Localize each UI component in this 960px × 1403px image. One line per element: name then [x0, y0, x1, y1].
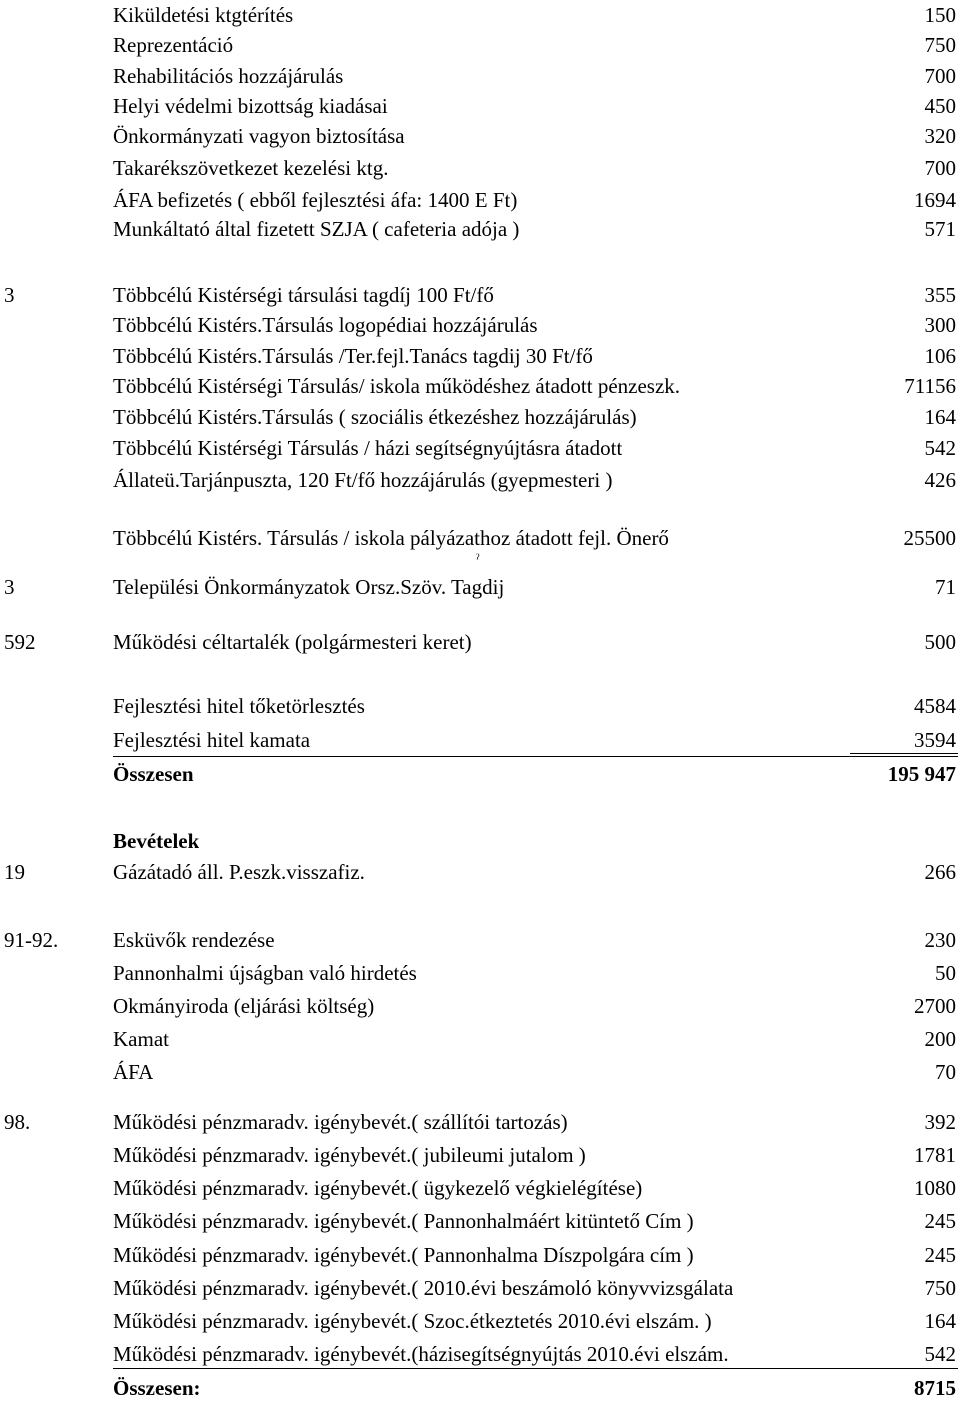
budget-row — [0, 371, 960, 401]
row-amount: 150 — [924, 3, 956, 27]
row-label: ÁFA befizetés ( ebből fejlesztési áfa: 1400 E Ft) — [113, 188, 518, 212]
row-label: Kiküldetési ktgtérítés — [113, 3, 294, 27]
subtotal-underline — [113, 756, 958, 757]
row-label: Fejlesztési hitel kamata — [113, 728, 311, 752]
budget-row — [0, 1107, 960, 1137]
budget-row — [0, 280, 960, 310]
budget-row — [0, 91, 960, 121]
row-label: Kamat — [113, 1027, 169, 1051]
budget-row — [0, 1206, 960, 1236]
row-label: Esküvők rendezése — [113, 928, 275, 952]
row-code: 3 — [4, 283, 15, 307]
row-label: Működési pénzmaradv. igénybevét.( Szoc.étkeztetés 2010.évi elszám. ) — [113, 1309, 712, 1333]
row-amount: 266 — [924, 860, 956, 884]
row-amount: 542 — [924, 1342, 956, 1366]
row-label: Fejlesztési hitel tőketörlesztés — [113, 694, 365, 718]
row-amount: 542 — [924, 436, 956, 460]
row-label: Működési pénzmaradv. igénybevét.(házisegítségnyújtás 2010.évi elszám. — [113, 1342, 729, 1366]
row-label: Többcélú Kistérségi Társulás / házi segítségnyújtásra átadott — [113, 436, 623, 460]
row-code: 19 — [4, 860, 25, 884]
row-amount: 50 — [935, 961, 956, 985]
row-amount: 355 — [924, 283, 956, 307]
budget-row — [0, 725, 960, 755]
row-code: 592 — [4, 630, 36, 654]
budget-row — [0, 1024, 960, 1054]
row-amount: 300 — [924, 313, 956, 337]
row-amount: 230 — [924, 928, 956, 952]
row-amount: 70 — [935, 1060, 956, 1084]
row-label: Gázátadó áll. P.eszk.visszafiz. — [113, 860, 365, 884]
row-amount: 426 — [924, 468, 956, 492]
row-label: Önkormányzati vagyon biztosítása — [113, 124, 405, 148]
row-amount: 750 — [924, 33, 956, 57]
row-label: Takarékszövetkezet kezelési ktg. — [113, 156, 389, 180]
row-label: Többcélú Kistérs.Társulás logopédiai hozzájárulás — [113, 313, 538, 337]
row-label: Okmányiroda (eljárási költség) — [113, 994, 375, 1018]
row-label: Működési pénzmaradv. igénybevét.( szállítói tartozás) — [113, 1110, 568, 1134]
row-amount: 245 — [924, 1243, 956, 1267]
row-label: Összesen: — [113, 1376, 201, 1400]
budget-row — [0, 402, 960, 432]
row-label: Működési céltartalék (polgármesteri keret) — [113, 630, 472, 654]
row-label: Összesen — [113, 762, 194, 786]
row-amount: 392 — [924, 1110, 956, 1134]
row-label: Állateü.Tarjánpuszta, 120 Ft/fő hozzájárulás (gyepmesteri ) — [113, 468, 613, 492]
row-amount: 4584 — [914, 694, 956, 718]
row-label: Helyi védelmi bizottság kiadásai — [113, 94, 388, 118]
budget-row — [0, 691, 960, 721]
budget-row — [0, 958, 960, 988]
budget-row — [0, 465, 960, 495]
budget-row — [0, 121, 960, 151]
row-amount: 450 — [924, 94, 956, 118]
row-amount: 164 — [924, 405, 956, 429]
budget-row — [0, 759, 960, 789]
budget-row — [0, 925, 960, 955]
row-amount: 700 — [924, 64, 956, 88]
budget-row — [0, 857, 960, 887]
budget-row — [0, 991, 960, 1021]
budget-row — [0, 1140, 960, 1170]
row-label: Működési pénzmaradv. igénybevét.( ügykezelő végkielégítése) — [113, 1176, 643, 1200]
row-amount: 1694 — [914, 188, 956, 212]
budget-row — [0, 523, 960, 553]
row-amount: 25500 — [903, 526, 956, 550]
row-amount: 71 — [935, 575, 956, 599]
row-amount: 320 — [924, 124, 956, 148]
row-code: 3 — [4, 575, 15, 599]
row-amount: 200 — [924, 1027, 956, 1051]
budget-row — [0, 310, 960, 340]
row-label: Bevételek — [113, 829, 200, 853]
row-label: Többcélú Kistérs.Társulás ( szociális étkezéshez hozzájárulás) — [113, 405, 637, 429]
row-label: Többcélú Kistérs. Társulás / iskola pályázathoz átadott fejl. Önerő — [113, 526, 669, 550]
row-amount: 164 — [924, 1309, 956, 1333]
row-label: Működési pénzmaradv. igénybevét.( Pannonhalmáért kitüntető Cím ) — [113, 1209, 694, 1233]
row-amount: 2700 — [914, 994, 956, 1018]
row-amount: 195 947 — [887, 762, 956, 786]
row-label: Működési pénzmaradv. igénybevét.( Pannonhalma Díszpolgára cím ) — [113, 1243, 694, 1267]
row-label: Működési pénzmaradv. igénybevét.( jubileumi jutalom ) — [113, 1143, 586, 1167]
budget-row — [0, 826, 960, 856]
stray-mark: ˀ — [476, 552, 480, 567]
row-amount: 106 — [924, 344, 956, 368]
budget-row — [0, 61, 960, 91]
row-amount: 3594 — [914, 728, 956, 752]
row-amount: 1781 — [914, 1143, 956, 1167]
row-label: Pannonhalmi újságban való hirdetés — [113, 961, 417, 985]
row-amount: 750 — [924, 1276, 956, 1300]
row-label: Munkáltató által fizetett SZJA ( cafeteria adója ) — [113, 217, 520, 241]
row-code: 98. — [4, 1110, 31, 1134]
budget-row — [0, 433, 960, 463]
budget-row — [0, 1306, 960, 1336]
row-amount: 8715 — [914, 1376, 956, 1400]
budget-row — [0, 1173, 960, 1203]
row-amount: 700 — [924, 156, 956, 180]
budget-row — [0, 1339, 960, 1369]
budget-row — [0, 0, 960, 30]
row-label: Többcélú Kistérségi Társulás/ iskola működéshez átadott pénzeszk. — [113, 374, 681, 398]
row-label: Többcélú Kistérs.Társulás /Ter.fejl.Tanács tagdij 30 Ft/fő — [113, 344, 593, 368]
budget-row — [0, 1240, 960, 1270]
budget-row — [0, 627, 960, 657]
row-amount: 500 — [924, 630, 956, 654]
budget-row — [0, 185, 960, 215]
row-label: Rehabilitációs hozzájárulás — [113, 64, 344, 88]
row-label: Települési Önkormányzatok Orsz.Szöv. Tagdij — [113, 575, 505, 599]
row-label: Többcélú Kistérségi társulási tagdíj 100 Ft/fő — [113, 283, 494, 307]
row-code: 91-92. — [4, 928, 59, 952]
row-amount: 571 — [924, 217, 956, 241]
row-label: ÁFA — [113, 1060, 154, 1084]
row-label: Működési pénzmaradv. igénybevét.( 2010.évi beszámoló könyvvizsgálata — [113, 1276, 734, 1300]
budget-row — [0, 1057, 960, 1087]
budget-row — [0, 341, 960, 371]
budget-row — [0, 30, 960, 60]
budget-row — [0, 1273, 960, 1303]
row-amount: 1080 — [914, 1176, 956, 1200]
row-amount: 71156 — [904, 374, 956, 398]
budget-row — [0, 214, 960, 244]
budget-row — [0, 153, 960, 183]
row-amount: 245 — [924, 1209, 956, 1233]
row-label: Reprezentáció — [113, 33, 234, 57]
budget-row — [0, 572, 960, 602]
